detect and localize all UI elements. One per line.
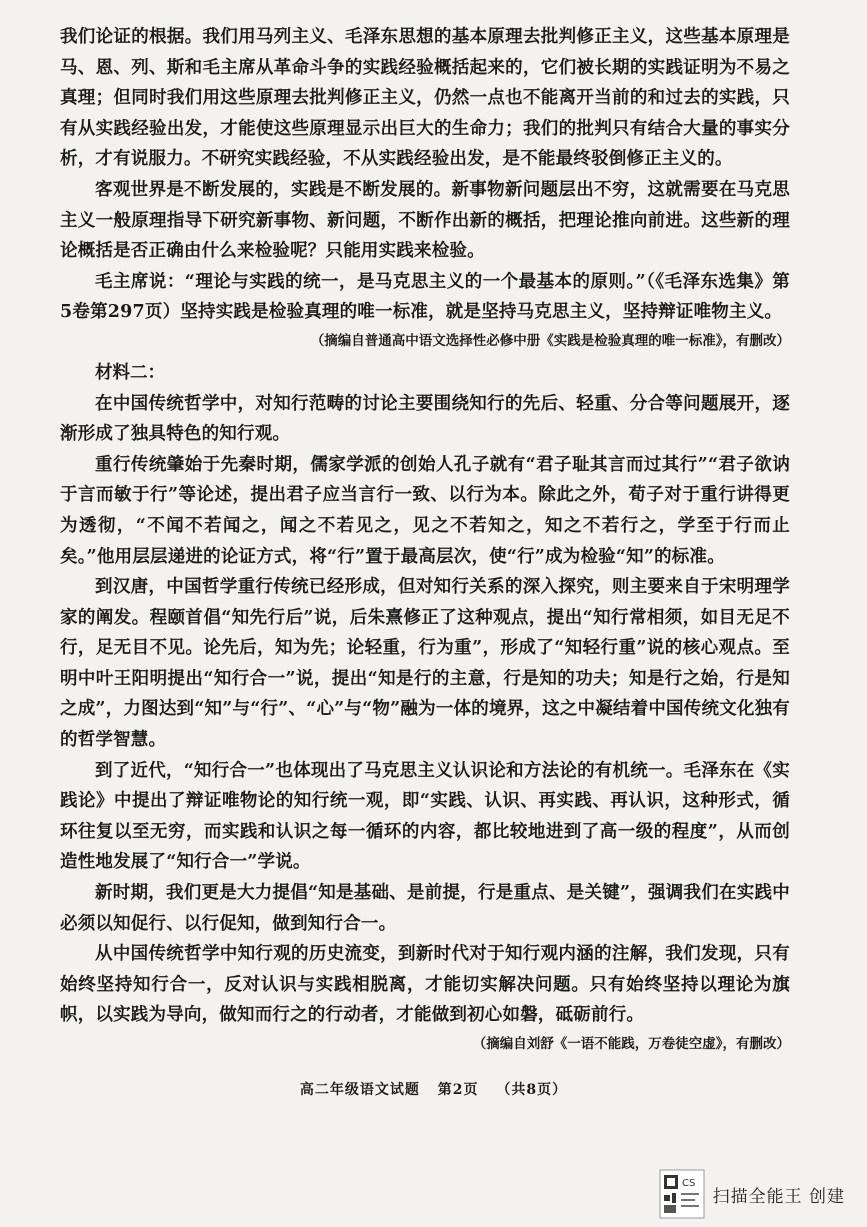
paragraph-3: 毛主席说：“理论与实践的统一，是马克思主义的一个最基本的原则。”（《毛泽东选集》第5卷第297页）坚持实践是检验真理的唯一标准，就是坚持马克思主义，坚持辩证唯物主义。 (60, 271, 790, 323)
source-citation-1: （摘编自普通高中语文选择性必修中册《实践是检验真理的唯一标准》，有删改） (310, 332, 790, 349)
m2-paragraph-6: 从中国传统哲学中知行观的历史流变，到新时代对于知行观内涵的注解，我们发现，只有始终坚持知行合一，反对认识与实践相脱离，才能切实解决问题。只有始终坚持以理论为旗帜，以实践为导向，做知而行之的行动者，才能做到初心如磐，砥砺前行。 (60, 944, 790, 1026)
m2-paragraph-5: 新时期，我们更是大力提倡“知是基础、是前提，行是重点、是关键”，强调我们在实践中必须以知促行、以行促知，做到知行合一。 (60, 883, 790, 934)
footer-title: 高二年级语文试题 (299, 1082, 420, 1098)
m2-paragraph-1: 在中国传统哲学中，对知行范畴的讨论主要围绕知行的先后、轻重、分合等问题展开，逐渐形成了独具特色的知行观。 (60, 393, 790, 445)
footer-total: （共8页） (496, 1082, 568, 1098)
scanner-watermark (659, 1168, 845, 1220)
m2-paragraph-3: 到汉唐，中国哲学重行传统已经形成，但对知行关系的深入探究，则主要来自于宋明理学家的阐发。程颐首倡“知先行后”说，后朱熹修正了这种观点，提出“知行常相须，如目无足不行，足无目不见。论先后，知为先；论轻重，行为重”，形成了“知轻行重”说的核心观点。至明中叶王阳明提出“知行合一”说，提出“知是行的主意，行是知的功夫；知是行之始，行是知之成”，力图达到“知”与“行”、“心”与“物”融为一体的境界，这之中凝结着中国传统文化独有的哲学智慧。 (60, 577, 790, 751)
m2-paragraph-4: 到了近代，“知行合一”也体现出了马克思主义认识论和方法论的有机统一。毛泽东在《实践论》中提出了辩证唯物论的知行统一观，即“实践、认识、再实践、再认识，这种形式，循环往复以至无穷，而实践和认识之每一循环的内容，都比较地进到了高一级的程度”，从而创造性地发展了“知行合一”学说。 (60, 760, 790, 873)
source-citation-2: （摘编自刘舒《一语不能践，万卷徒空虚》，有删改） (472, 1036, 790, 1052)
paragraph-2: 客观世界是不断发展的，实践是不断发展的。新事物新问题层出不穷，这就需要在马克思主义一般原理指导下研究新事物、新问题，不断作出新的概括，把理论推向前进。这些新的理论概括是否正确由什么来检验呢？只能用实践来检验。 (60, 179, 790, 262)
paragraph-1: 我们论证的根据。我们用马列主义、毛泽东思想的基本原理去批判修正主义，这些基本原理是马、恩、列、斯和毛主席从革命斗争的实践经验概括起来的，它们被长期的实践证明为不易之真理；但同时我们用这些原理去批判修正主义，仍然一点也不能离开当前的和过去的实践，只有从实践经验出发，才能使这些原理显示出巨大的生命力；我们的批判只有结合大量的事实分析，才有说服力。不研究实践经验，不从实践经验出发，是不能最终驳倒修正主义的。 (60, 27, 790, 170)
document-page (60, 22, 790, 1061)
material-2-heading: 材料二： (95, 362, 165, 383)
page-footer (0, 1079, 867, 1099)
watermark-text: 扫描全能王 创建 (712, 1186, 845, 1207)
camscanner-logo-icon (659, 1169, 705, 1219)
logo-text: CS (681, 1178, 695, 1189)
footer-page: 第2页 (437, 1082, 479, 1098)
m2-paragraph-2: 重行传统肇始于先秦时期，儒家学派的创始人孔子就有“君子耻其言而过其行”“君子欲讷于言而敏于行”等论述，提出君子应当言行一致、以行为本。除此之外，荀子对于重行讲得更为透彻，“不闻不若闻之，闻之不若见之，见之不若知之，知之不若行之，学至于行而止矣。”他用层层递进的论证方式，将“行”置于最高层次，使“行”成为检验“知”的标准。 (60, 454, 790, 567)
